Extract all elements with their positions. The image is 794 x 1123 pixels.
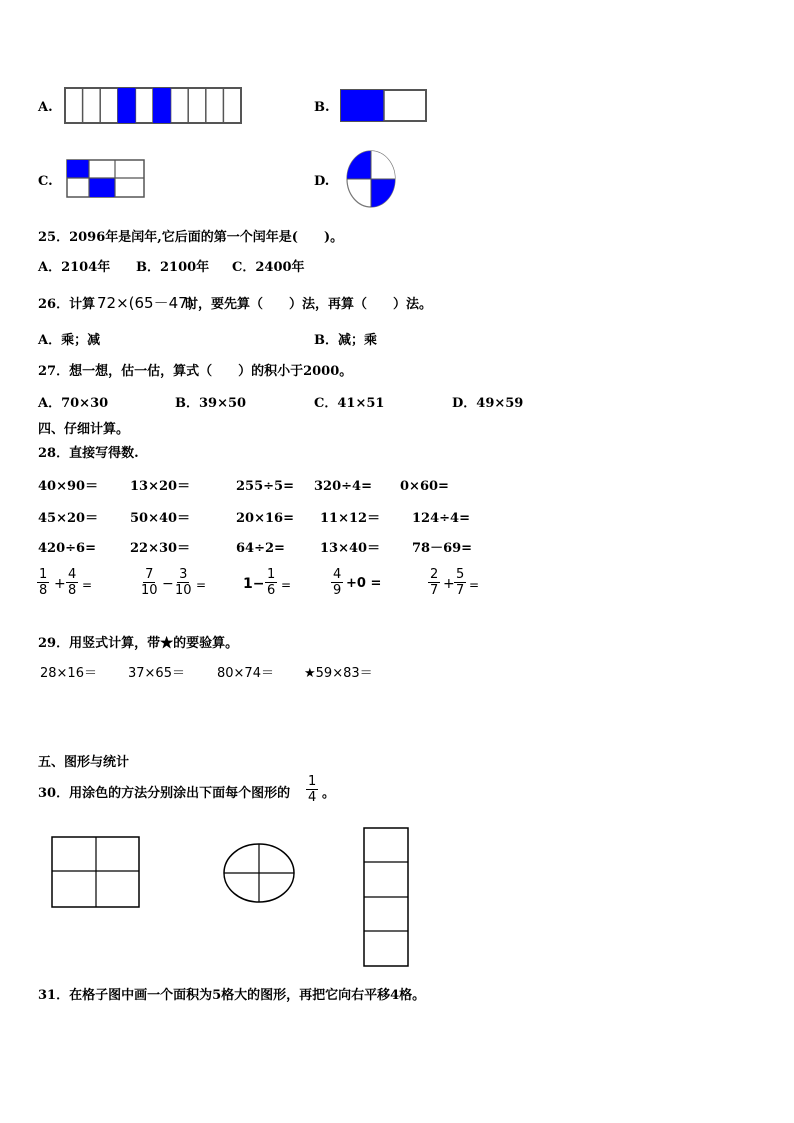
q28-r2-c5: 124÷4= [412, 511, 470, 526]
q28-r3-c1: 420÷6= [38, 541, 96, 556]
q26-stem-prefix: 26．计算 [38, 297, 96, 312]
q28-r1-c5: 0×60= [400, 479, 449, 494]
option-a-label: A. [38, 100, 53, 115]
option-c-label: C. [38, 174, 53, 189]
q30-stem-suffix: 。 [322, 786, 336, 801]
q28-r2-c4: 11×12＝ [320, 511, 381, 526]
q27-option-b: B．39×50 [175, 396, 247, 411]
q29-stem: 29．用竖式计算，带★的要验算。 [38, 636, 239, 651]
q26-option-b: B．减；乘 [314, 333, 377, 348]
q28-r1-c4: 320÷4= [314, 479, 372, 494]
q28-r1-c1: 40×90＝ [38, 479, 99, 494]
q28-r3-c3: 64÷2= [236, 541, 285, 556]
q29-item-1: 28×16＝ [40, 666, 97, 681]
q30-circle-figure[interactable] [222, 842, 296, 904]
q27-option-d: D．49×59 [452, 396, 524, 411]
q28-r3-c4: 13×40＝ [320, 541, 381, 556]
option-b-label: B. [314, 100, 330, 115]
q26-option-a: A．乘；减 [38, 333, 101, 348]
q26-stem-suffix: 时，要先算（ ）法，再算（ ）法。 [185, 297, 433, 312]
q28-stem: 28．直接写得数. [38, 446, 139, 461]
q30-fraction: $\frac{1}{4}$ [308, 774, 317, 805]
q28-r2-c3: 20×16= [236, 511, 294, 526]
q28-r1-c2: 13×20＝ [130, 479, 191, 494]
option-a-shaded-cell-1 [118, 88, 136, 123]
q28-r2-c2: 50×40＝ [130, 511, 191, 526]
q31-stem: 31．在格子图中画一个面积为5格大的图形，再把它向右平移4格。 [38, 988, 426, 1003]
q29-item-3: 80×74＝ [217, 666, 274, 681]
q27-stem: 27．想一想，估一估，算式（ ）的积小于2000。 [38, 364, 353, 379]
q29-item-4: ★59×83＝ [304, 666, 373, 681]
option-b-shaded-half [341, 90, 384, 121]
q25-option-c: C．2400年 [232, 260, 305, 275]
q28-r3-c2: 22×30＝ [130, 541, 191, 556]
section-5-heading: 五、图形与统计 [38, 755, 130, 770]
option-a-shaded-cell-2 [153, 88, 171, 123]
q30-stem-prefix: 30．用涂色的方法分别涂出下面每个图形的 [38, 786, 291, 801]
option-b-figure [340, 89, 428, 124]
option-d-figure [345, 150, 399, 210]
q28-r2-c1: 45×20＝ [38, 511, 99, 526]
q27-option-c: C．41×51 [314, 396, 385, 411]
option-c-shaded-cell-2 [89, 178, 115, 197]
q25-option-b: B．2100年 [136, 260, 210, 275]
option-d-shaded-bottom-right [371, 179, 395, 207]
section-4-heading: 四、仔细计算。 [38, 422, 130, 437]
q25-stem: 25．2096年是闰年,它后面的第一个闰年是( )。 [38, 230, 344, 245]
q26-expression: 72×(65－47) [97, 294, 194, 312]
q30-rectangle-figure[interactable] [51, 836, 141, 909]
option-c-figure [66, 159, 146, 199]
q25-option-a: A．2104年 [38, 260, 111, 275]
q29-item-2: 37×65＝ [128, 666, 185, 681]
option-d-shaded-top-left [347, 151, 371, 179]
q30-column-figure[interactable] [363, 827, 411, 969]
q28-r1-c3: 255÷5= [236, 479, 294, 494]
option-a-figure [64, 87, 244, 125]
option-d-label: D. [314, 174, 330, 189]
option-c-shaded-cell-1 [67, 160, 89, 178]
q27-option-a: A．70×30 [38, 396, 109, 411]
q28-r3-c5: 78－69= [412, 541, 473, 556]
